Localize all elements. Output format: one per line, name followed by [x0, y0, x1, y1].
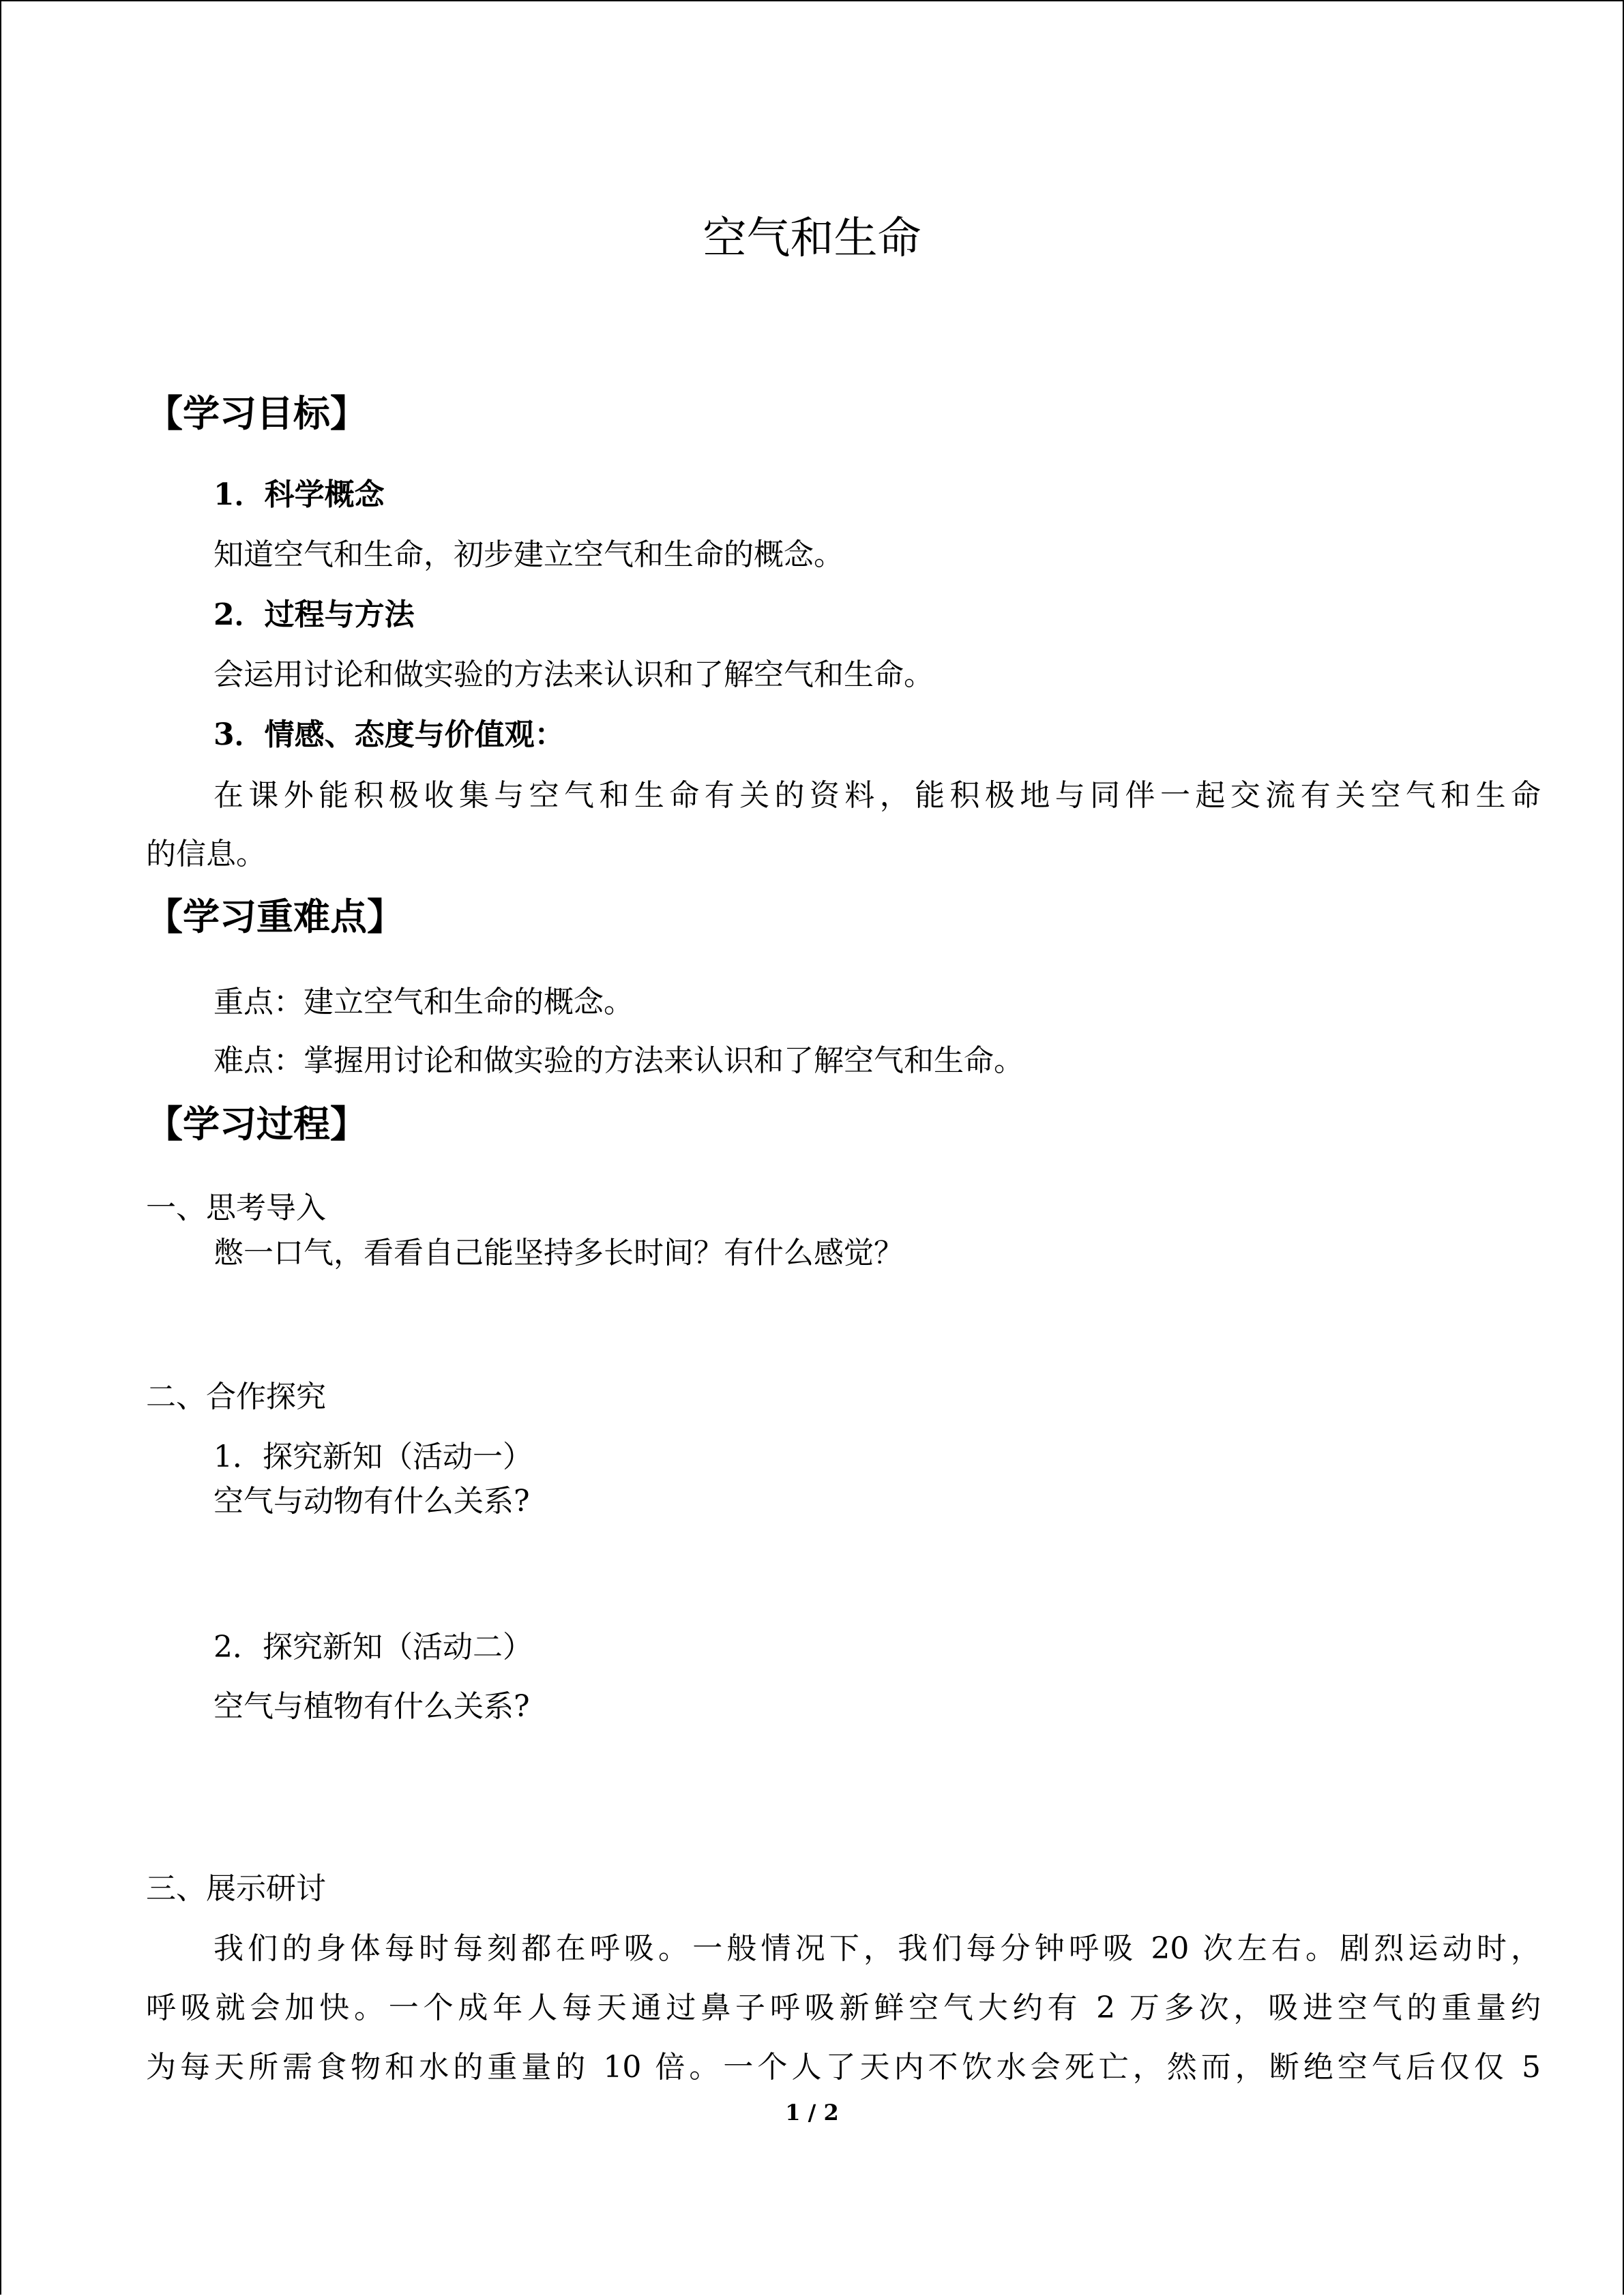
goal-text-1: 知道空气和生命，初步建立空气和生命的概念。 [213, 537, 844, 572]
part3-line3: 为每天所需食物和水的重量的 10 倍。一个人了天内不饮水会死亡，然而，断绝空气后仅仅 5 [146, 2050, 1541, 2085]
part3-heading: 三、展示研讨 [146, 1871, 326, 1906]
part1-heading: 一、思考导入 [146, 1191, 326, 1225]
page-number: 1 / 2 [785, 2100, 839, 2126]
activity1-heading: 1．探究新知（活动一） [213, 1440, 533, 1474]
activity2-text: 空气与植物有什么关系? [213, 1689, 530, 1724]
part1-text: 憋一口气，看看自己能坚持多长时间？有什么感觉？ [213, 1236, 904, 1270]
activity2-heading: 2．探究新知（活动二） [213, 1630, 533, 1665]
goal-text-3-line2: 的信息。 [146, 837, 266, 871]
section-heading-goals: 【学习目标】 [146, 392, 367, 435]
key-point-text: 重点：建立空气和生命的概念。 [213, 985, 634, 1019]
difficult-point-text: 难点：掌握用讨论和做实验的方法来认识和了解空气和生命。 [213, 1043, 1024, 1078]
section-heading-process: 【学习过程】 [146, 1103, 367, 1146]
document-title: 空气和生命 [703, 213, 921, 264]
goal-heading-2: 2．过程与方法 [213, 597, 415, 632]
activity1-text: 空气与动物有什么关系? [213, 1484, 530, 1519]
part3-line1: 我们的身体每时每刻都在呼吸。一般情况下，我们每分钟呼吸 20 次左右。剧烈运动时， [213, 1931, 1541, 1966]
goal-text-3-line1: 在课外能积极收集与空气和生命有关的资料，能积极地与同伴一起交流有关空气和生命 [213, 778, 1541, 813]
part2-heading: 二、合作探究 [146, 1380, 326, 1414]
section-heading-key-points: 【学习重难点】 [146, 895, 404, 938]
goal-heading-1: 1．科学概念 [213, 477, 385, 512]
part3-line2: 呼吸就会加快。一个成年人每天通过鼻子呼吸新鲜空气大约有 2 万多次，吸进空气的重量约 [146, 1991, 1541, 2025]
goal-heading-3: 3．情感、态度与价值观： [213, 717, 565, 752]
goal-text-2: 会运用讨论和做实验的方法来认识和了解空气和生命。 [213, 657, 934, 692]
